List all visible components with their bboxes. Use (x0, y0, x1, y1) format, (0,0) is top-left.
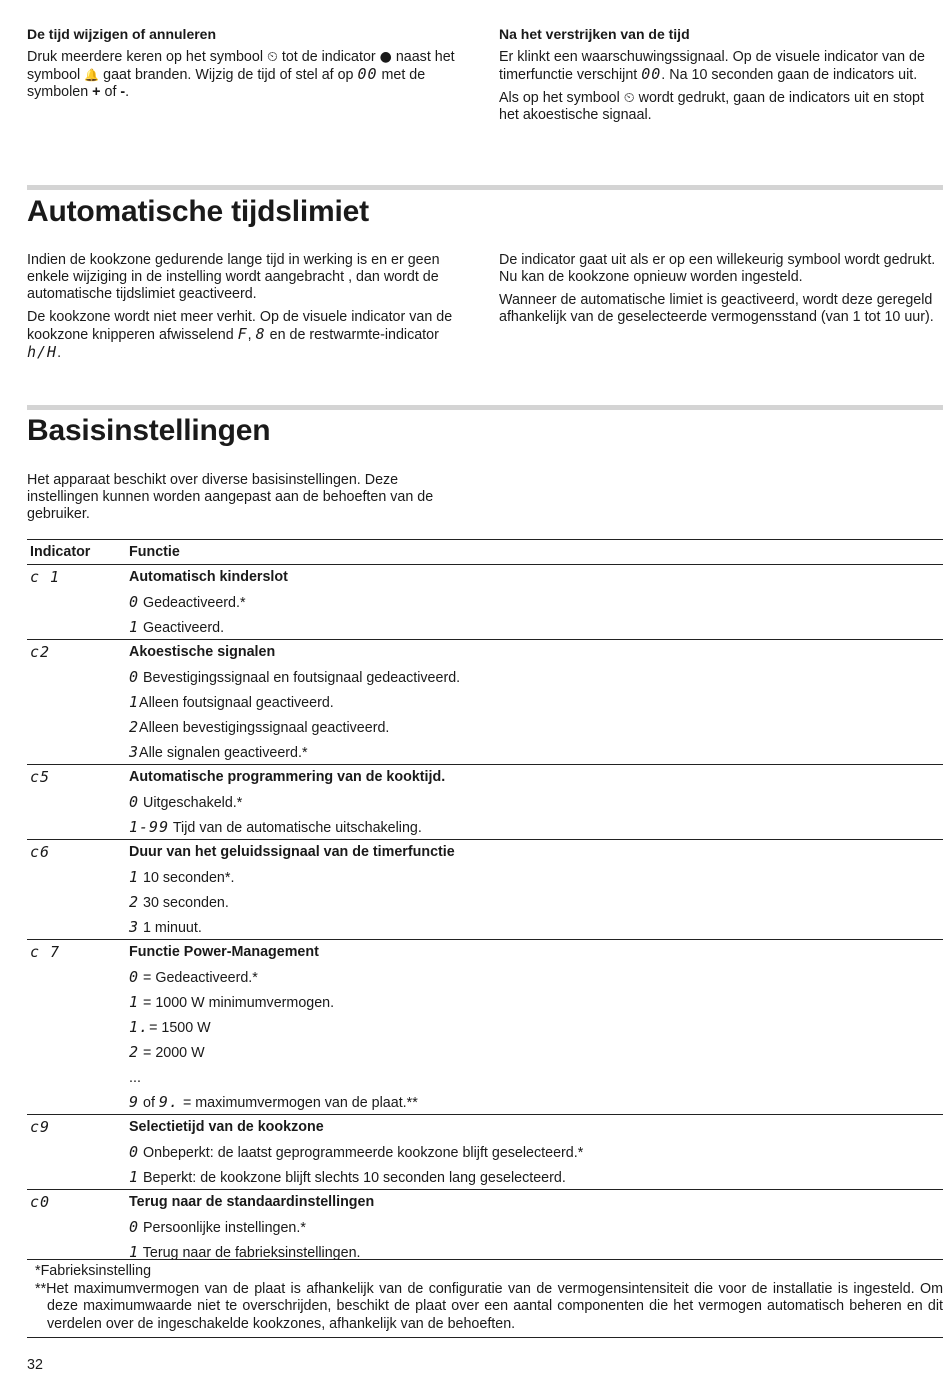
option-value: 0 (129, 792, 140, 811)
right-top-column (499, 26, 939, 130)
setting-title: Selectietijd van de kookzone (129, 1115, 943, 1140)
setting-option-row (27, 789, 943, 814)
dot-indicator-icon: ● (379, 49, 392, 65)
option-value: 1 (129, 1167, 140, 1186)
option-description: = 2000 W (139, 1044, 205, 1061)
setting-option-row (27, 614, 943, 640)
setting-option-row (27, 1164, 943, 1190)
option-description: Gedeactiveerd.* (139, 594, 246, 611)
indicator-code: c6 (30, 843, 51, 861)
setting-option-row (27, 864, 943, 889)
setting-option-row (27, 739, 943, 765)
option-value: 2 (129, 1042, 140, 1061)
option-value: 1-99 (129, 817, 170, 836)
section-divider (27, 185, 943, 190)
option-value: 3 (129, 917, 140, 936)
section-title-auto-time-limit: Automatische tijdslimiet (27, 195, 369, 228)
setting-title: Automatisch kinderslot (129, 569, 288, 585)
option-description: Terug naar de fabrieksinstellingen. (139, 1244, 361, 1261)
option-value: 0 (129, 667, 140, 686)
basic-settings-intro (27, 472, 467, 529)
setting-option-row (27, 889, 943, 914)
footnote-max-power: **Het maximumvermogen van de plaat is afhankelijk van de configuratie van de vermogensintensiteit die voor de installatie is ingesteld. Om deze maximumwaarde niet te overschrijden, beschikt de plaat over een aantal componenten die het vermogen automatisch beheren en dit verdelen over de ingeschakelde kookzones, afhankelijk van de behoeften. (35, 1280, 943, 1332)
section-title-basic-settings: Basisinstellingen (27, 414, 271, 447)
setting-option-row (27, 814, 943, 840)
option-description: Persoonlijke instellingen.* (139, 1219, 306, 1236)
option-value: 0 (129, 1142, 140, 1161)
setting-option-row (27, 664, 943, 689)
option-description: Alle signalen geactiveerd.* (139, 744, 308, 761)
option-description: Uitgeschakeld.* (139, 794, 243, 811)
display-00: 00 (641, 65, 662, 83)
setting-group-row (27, 1190, 943, 1215)
option-value: 1 (129, 867, 140, 886)
setting-title: Akoestische signalen (129, 640, 943, 665)
change-time-heading: De tijd wijzigen of annuleren (27, 26, 217, 42)
column-header-indicator: Indicator (27, 540, 129, 565)
option-description: Geactiveerd. (139, 619, 225, 636)
settings-table (27, 539, 943, 1264)
footnote-factory-setting: *Fabrieksinstelling (35, 1263, 152, 1279)
setting-option-row (27, 1039, 943, 1064)
option-description: ... (129, 1069, 141, 1086)
option-value: 1 (129, 617, 140, 636)
setting-option-row (27, 714, 943, 739)
option-description: Bevestigingssignaal en foutsignaal gedeactiveerd. (139, 669, 461, 686)
section-divider (27, 405, 943, 410)
setting-title: Terug naar de standaardinstellingen (129, 1190, 943, 1215)
time-expired-heading: Na het verstrijken van de tijd (499, 26, 690, 42)
plus-symbol: + (92, 84, 101, 100)
option-description: = 1500 W (149, 1019, 211, 1036)
setting-group-row (27, 765, 943, 790)
setting-option-row (27, 689, 943, 714)
setting-title: Automatische programmering van de kooktijd. (129, 765, 943, 790)
option-description: Tijd van de automatische uitschakeling. (169, 819, 422, 836)
settings-table-body (27, 565, 943, 1265)
change-time-text: Druk meerdere keren op het symbool ⏲ tot de indicator ● naast het symbool 🔔 gaat branden. Wijzig de tijd of stel af op 00 met de symbolen + of -. (27, 49, 455, 100)
auto-limit-paragraph-4: Wanneer de automatische limiet is geactiveerd, wordt deze geregeld afhankelijk van de geselecteerde vermogensstand (van 1 tot 10 uur). (499, 292, 934, 325)
option-value: 0 (129, 1217, 140, 1236)
option-description: Onbeperkt: de laatst geprogrammeerde kookzone blijft geselecteerd.* (139, 1144, 584, 1161)
auto-limit-right-column (499, 252, 939, 332)
option-description: of (139, 1094, 159, 1111)
setting-title: Functie Power-Management (129, 940, 943, 965)
option-description: 1 minuut. (139, 919, 202, 936)
setting-group-row (27, 1115, 943, 1140)
indicator-code: c0 (30, 1193, 51, 1211)
indicator-code: c9 (30, 1118, 51, 1136)
option-value: 0 (129, 967, 140, 986)
column-header-function: Functie (129, 540, 943, 565)
indicator-code: c5 (30, 768, 51, 786)
setting-option-row (27, 1014, 943, 1039)
setting-option-row (27, 964, 943, 989)
option-description: Alleen foutsignaal geactiveerd. (139, 694, 334, 711)
auto-limit-paragraph-2: De kookzone wordt niet meer verhit. Op de visuele indicator van de kookzone knipperen afwisselend F, 8 en de restwarmte-indicator h/H. (27, 309, 453, 361)
setting-option-row (27, 914, 943, 940)
display-00: 00 (357, 65, 378, 83)
setting-option-row (27, 1089, 943, 1115)
time-expired-text-1: Er klinkt een waarschuwingssignaal. Op de visuele indicator van de timerfunctie verschijnt 00. Na 10 seconden gaan de indicators uit. (499, 49, 925, 83)
option-value: 1 (129, 1242, 140, 1261)
option-description: = 1000 W minimumvermogen. (139, 994, 335, 1011)
indicator-code: c 1 (30, 568, 61, 586)
option-description: = Gedeactiveerd.* (139, 969, 258, 986)
display-8: 8 (255, 325, 266, 343)
setting-option-row (27, 989, 943, 1014)
option-value: 9 (129, 1092, 140, 1111)
indicator-code: c2 (30, 643, 51, 661)
setting-option-row (27, 1139, 943, 1164)
option-description: Alleen bevestigingssignaal geactiveerd. (139, 719, 390, 736)
option-description: 30 seconden. (139, 894, 229, 911)
indicator-code: c 7 (30, 943, 61, 961)
auto-limit-left-column (27, 252, 467, 368)
setting-group-row (27, 840, 943, 865)
setting-option-row (27, 1214, 943, 1239)
setting-option-row (27, 589, 943, 614)
display-F: F (237, 325, 248, 343)
basic-settings-intro-text: Het apparaat beschikt over diverse basisinstellingen. Deze instellingen kunnen worden aangepast aan de behoeften van de gebruiker. (27, 472, 434, 522)
time-expired-text-2: Als op het symbool ⏲ wordt gedrukt, gaan de indicators uit en stopt het akoestische signaal. (499, 90, 924, 123)
auto-limit-paragraph-3: De indicator gaat uit als er op een willekeurig symbool wordt gedrukt. Nu kan de kookzone opnieuw worden ingesteld. (499, 252, 936, 285)
option-value: 2 (129, 892, 140, 911)
setting-title: Duur van het geluidssignaal van de timerfunctie (129, 840, 943, 865)
bell-icon: 🔔 (84, 68, 100, 82)
setting-group-row (27, 565, 943, 590)
auto-limit-paragraph-1: Indien de kookzone gedurende lange tijd in werking is en er geen enkele wijziging in de instelling wordt aangebracht , dan wordt de automatische tijdslimiet geactiveerd. (27, 252, 440, 302)
display-h-H: h/H (27, 343, 58, 361)
option-value: 1. (129, 1017, 150, 1036)
left-top-column (27, 26, 467, 107)
setting-group-row (27, 940, 943, 965)
option-value: 2 (129, 717, 140, 736)
minus-symbol: - (120, 84, 126, 100)
timer-icon: ⏲ (623, 90, 635, 106)
option-value: 0 (129, 592, 140, 611)
option-value: 1 (129, 992, 140, 1011)
option-value: 9. (158, 1092, 179, 1111)
page-number: 32 (27, 1357, 43, 1373)
timer-icon: ⏲ (266, 49, 278, 65)
option-description: Beperkt: de kookzone blijft slechts 10 seconden lang geselecteerd. (139, 1169, 566, 1186)
option-value: 1 (129, 692, 140, 711)
footnotes (27, 1259, 943, 1338)
setting-group-row (27, 640, 943, 665)
option-description: 10 seconden*. (139, 869, 235, 886)
option-description: = maximumvermogen van de plaat.** (178, 1094, 418, 1111)
setting-option-row (27, 1064, 943, 1089)
option-value: 3 (129, 742, 140, 761)
